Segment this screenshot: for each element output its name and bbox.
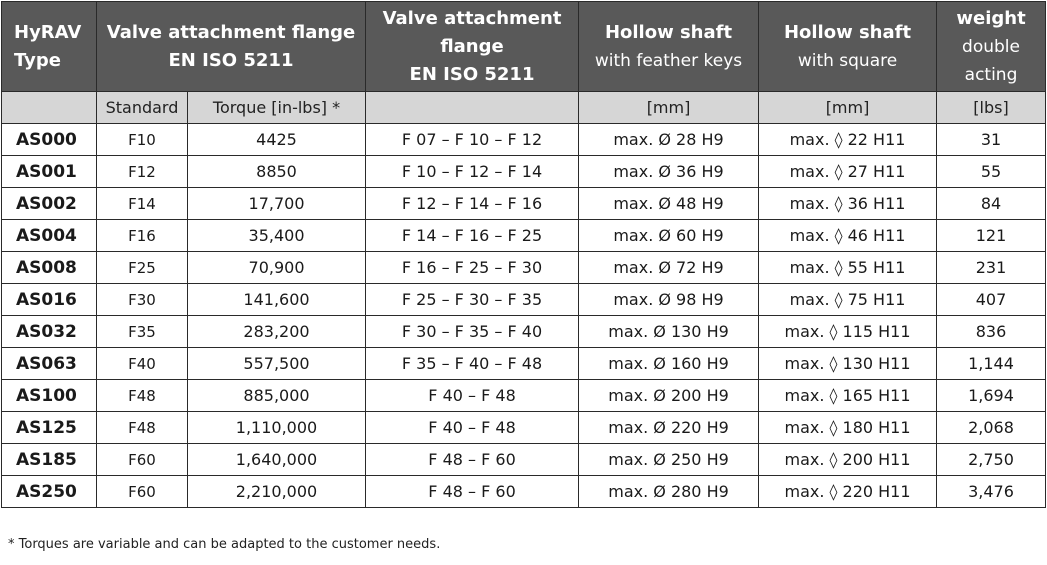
cell-flange: F 30 – F 35 – F 40	[366, 316, 579, 348]
cell-hollow-square: max. ◊ 165 H11	[759, 380, 937, 412]
cell-flange: F 16 – F 25 – F 30	[366, 252, 579, 284]
cell-weight: 3,476	[937, 476, 1046, 508]
cell-hollow-keys: max. Ø 48 H9	[579, 188, 759, 220]
cell-weight: 407	[937, 284, 1046, 316]
cell-hollow-square: max. ◊ 46 H11	[759, 220, 937, 252]
cell-flange: F 10 – F 12 – F 14	[366, 156, 579, 188]
header-weight: weight double acting	[937, 2, 1046, 92]
header-flange-options: Valve attachment flange EN ISO 5211	[366, 2, 579, 92]
cell-flange: F 35 – F 40 – F 48	[366, 348, 579, 380]
subheader-type-empty	[2, 92, 97, 124]
cell-flange: F 48 – F 60	[366, 444, 579, 476]
cell-type: AS063	[2, 348, 97, 380]
cell-weight: 55	[937, 156, 1046, 188]
cell-hollow-keys: max. Ø 98 H9	[579, 284, 759, 316]
cell-weight: 2,750	[937, 444, 1046, 476]
cell-weight: 1,144	[937, 348, 1046, 380]
cell-type: AS002	[2, 188, 97, 220]
subheader-square-unit: [mm]	[759, 92, 937, 124]
subheader-keys-unit: [mm]	[579, 92, 759, 124]
cell-weight: 84	[937, 188, 1046, 220]
cell-hollow-keys: max. Ø 220 H9	[579, 412, 759, 444]
cell-torque: 2,210,000	[188, 476, 366, 508]
cell-standard: F30	[97, 284, 188, 316]
cell-standard: F12	[97, 156, 188, 188]
cell-torque: 885,000	[188, 380, 366, 412]
cell-standard: F25	[97, 252, 188, 284]
cell-flange: F 48 – F 60	[366, 476, 579, 508]
cell-flange: F 25 – F 30 – F 35	[366, 284, 579, 316]
cell-flange: F 14 – F 16 – F 25	[366, 220, 579, 252]
table-row	[2, 252, 1046, 284]
cell-standard: F60	[97, 476, 188, 508]
cell-hollow-square: max. ◊ 75 H11	[759, 284, 937, 316]
cell-torque: 1,640,000	[188, 444, 366, 476]
table-row	[2, 188, 1046, 220]
cell-flange: F 40 – F 48	[366, 380, 579, 412]
cell-hollow-keys: max. Ø 28 H9	[579, 124, 759, 156]
table-row	[2, 476, 1046, 508]
cell-hollow-keys: max. Ø 36 H9	[579, 156, 759, 188]
cell-hollow-square: max. ◊ 220 H11	[759, 476, 937, 508]
cell-hollow-keys: max. Ø 130 H9	[579, 316, 759, 348]
cell-torque: 70,900	[188, 252, 366, 284]
cell-flange: F 12 – F 14 – F 16	[366, 188, 579, 220]
cell-type: AS016	[2, 284, 97, 316]
cell-hollow-square: max. ◊ 200 H11	[759, 444, 937, 476]
cell-flange: F 40 – F 48	[366, 412, 579, 444]
cell-standard: F48	[97, 380, 188, 412]
cell-hollow-square: max. ◊ 55 H11	[759, 252, 937, 284]
cell-type: AS008	[2, 252, 97, 284]
cell-torque: 283,200	[188, 316, 366, 348]
header-flange-group: Valve attachment flange EN ISO 5211	[97, 2, 366, 92]
header-hollow-shaft-keys: Hollow shaft with feather keys	[579, 2, 759, 92]
cell-hollow-keys: max. Ø 250 H9	[579, 444, 759, 476]
cell-standard: F35	[97, 316, 188, 348]
table-row	[2, 444, 1046, 476]
cell-hollow-keys: max. Ø 280 H9	[579, 476, 759, 508]
cell-type: AS004	[2, 220, 97, 252]
subheader-flange-empty	[366, 92, 579, 124]
cell-standard: F60	[97, 444, 188, 476]
cell-type: AS100	[2, 380, 97, 412]
table-row	[2, 412, 1046, 444]
cell-hollow-square: max. ◊ 130 H11	[759, 348, 937, 380]
cell-standard: F16	[97, 220, 188, 252]
cell-standard: F14	[97, 188, 188, 220]
table-row	[2, 220, 1046, 252]
cell-type: AS000	[2, 124, 97, 156]
cell-hollow-keys: max. Ø 160 H9	[579, 348, 759, 380]
cell-torque: 4425	[188, 124, 366, 156]
header-row	[2, 2, 1046, 92]
cell-standard: F10	[97, 124, 188, 156]
cell-weight: 231	[937, 252, 1046, 284]
cell-torque: 141,600	[188, 284, 366, 316]
footnote: * Torques are variable and can be adapted to the customer needs.	[8, 537, 441, 552]
table-row	[2, 348, 1046, 380]
subheader-weight-unit: [lbs]	[937, 92, 1046, 124]
cell-weight: 31	[937, 124, 1046, 156]
cell-flange: F 07 – F 10 – F 12	[366, 124, 579, 156]
cell-hollow-keys: max. Ø 60 H9	[579, 220, 759, 252]
cell-hollow-square: max. ◊ 180 H11	[759, 412, 937, 444]
cell-standard: F48	[97, 412, 188, 444]
cell-torque: 557,500	[188, 348, 366, 380]
cell-type: AS032	[2, 316, 97, 348]
cell-type: AS125	[2, 412, 97, 444]
cell-hollow-keys: max. Ø 200 H9	[579, 380, 759, 412]
spec-table	[1, 1, 1046, 508]
cell-torque: 1,110,000	[188, 412, 366, 444]
subheader-standard: Standard	[97, 92, 188, 124]
cell-hollow-square: max. ◊ 36 H11	[759, 188, 937, 220]
header-type: HyRAV Type	[2, 2, 97, 92]
table-row	[2, 380, 1046, 412]
cell-weight: 1,694	[937, 380, 1046, 412]
cell-hollow-square: max. ◊ 22 H11	[759, 124, 937, 156]
cell-weight: 836	[937, 316, 1046, 348]
table-body	[2, 124, 1046, 508]
cell-torque: 8850	[188, 156, 366, 188]
cell-weight: 2,068	[937, 412, 1046, 444]
cell-hollow-keys: max. Ø 72 H9	[579, 252, 759, 284]
header-hollow-shaft-square: Hollow shaft with square	[759, 2, 937, 92]
cell-torque: 35,400	[188, 220, 366, 252]
cell-type: AS250	[2, 476, 97, 508]
cell-torque: 17,700	[188, 188, 366, 220]
table-row	[2, 124, 1046, 156]
cell-hollow-square: max. ◊ 27 H11	[759, 156, 937, 188]
subheader-row	[2, 92, 1046, 124]
cell-weight: 121	[937, 220, 1046, 252]
table-row	[2, 284, 1046, 316]
cell-type: AS185	[2, 444, 97, 476]
table-row	[2, 316, 1046, 348]
table-row	[2, 156, 1046, 188]
cell-type: AS001	[2, 156, 97, 188]
cell-standard: F40	[97, 348, 188, 380]
cell-hollow-square: max. ◊ 115 H11	[759, 316, 937, 348]
subheader-torque: Torque [in-lbs] *	[188, 92, 366, 124]
